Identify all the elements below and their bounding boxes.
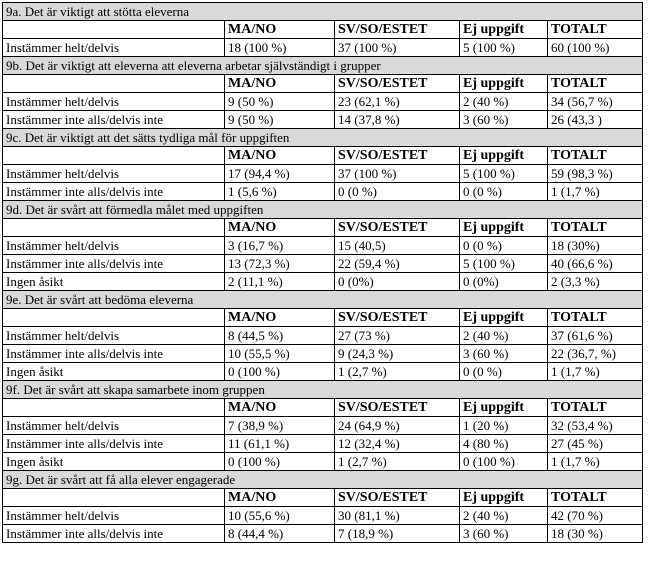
value-cell: 2 (40 %) [460, 507, 548, 525]
row-label: Instämmer helt/delvis [3, 165, 225, 183]
value-cell: 0 (0%) [335, 273, 460, 291]
value-cell: 22 (59,4 %) [335, 255, 460, 273]
value-cell: 12 (32,4 %) [335, 435, 460, 453]
column-header: TOTALT [548, 309, 643, 327]
table-row [3, 345, 643, 363]
value-cell: 5 (100 %) [460, 255, 548, 273]
column-header: MA/NO [225, 219, 335, 237]
table-row [3, 273, 643, 291]
value-cell: 4 (80 %) [460, 435, 548, 453]
question-title-row [3, 129, 643, 147]
value-cell: 40 (66,6 %) [548, 255, 643, 273]
column-header: MA/NO [225, 75, 335, 93]
column-header: MA/NO [225, 21, 335, 39]
question-title-row [3, 381, 643, 399]
value-cell: 27 (73 %) [335, 327, 460, 345]
row-label: Instämmer helt/delvis [3, 507, 225, 525]
column-header: Ej uppgift [460, 219, 548, 237]
value-cell: 8 (44,5 %) [225, 327, 335, 345]
column-header: SV/SO/ESTET [335, 75, 460, 93]
column-header: Ej uppgift [460, 489, 548, 507]
column-header: Ej uppgift [460, 75, 548, 93]
value-cell: 30 (81,1 %) [335, 507, 460, 525]
value-cell: 3 (16,7 %) [225, 237, 335, 255]
value-cell: 59 (98,3 %) [548, 165, 643, 183]
question-title: 9g. Det är svårt att få alla elever engagerade [3, 471, 643, 489]
value-cell: 18 (30 %) [548, 525, 643, 543]
table-row [3, 453, 643, 471]
column-header: MA/NO [225, 309, 335, 327]
value-cell: 3 (60 %) [460, 111, 548, 129]
column-header-row [3, 309, 643, 327]
value-cell: 14 (37,8 %) [335, 111, 460, 129]
column-header: MA/NO [225, 489, 335, 507]
value-cell: 0 (100 %) [225, 453, 335, 471]
value-cell: 2 (40 %) [460, 327, 548, 345]
value-cell: 26 (43,3 ) [548, 111, 643, 129]
table-row [3, 363, 643, 381]
row-label: Instämmer inte alls/delvis inte [3, 345, 225, 363]
value-cell: 9 (50 %) [225, 93, 335, 111]
value-cell: 18 (100 %) [225, 39, 335, 57]
value-cell: 23 (62,1 %) [335, 93, 460, 111]
value-cell: 18 (30%) [548, 237, 643, 255]
value-cell: 24 (64,9 %) [335, 417, 460, 435]
table-row [3, 237, 643, 255]
value-cell: 5 (100 %) [460, 39, 548, 57]
table-row [3, 525, 643, 543]
value-cell: 0 (100 %) [460, 453, 548, 471]
value-cell: 37 (100 %) [335, 39, 460, 57]
value-cell: 0 (0 %) [335, 183, 460, 201]
column-header: Ej uppgift [460, 309, 548, 327]
value-cell: 5 (100 %) [460, 165, 548, 183]
table-row [3, 507, 643, 525]
header-spacer [3, 21, 225, 39]
question-title-row [3, 3, 643, 21]
column-header: SV/SO/ESTET [335, 489, 460, 507]
column-header: SV/SO/ESTET [335, 147, 460, 165]
column-header: TOTALT [548, 489, 643, 507]
value-cell: 11 (61,1 %) [225, 435, 335, 453]
value-cell: 15 (40,5) [335, 237, 460, 255]
row-label: Instämmer inte alls/delvis inte [3, 111, 225, 129]
survey-table-body [3, 3, 643, 543]
value-cell: 1 (20 %) [460, 417, 548, 435]
table-row [3, 39, 643, 57]
value-cell: 3 (60 %) [460, 345, 548, 363]
value-cell: 10 (55,6 %) [225, 507, 335, 525]
column-header: SV/SO/ESTET [335, 309, 460, 327]
table-row [3, 255, 643, 273]
value-cell: 7 (38,9 %) [225, 417, 335, 435]
table-row [3, 165, 643, 183]
table-row [3, 327, 643, 345]
column-header: Ej uppgift [460, 21, 548, 39]
column-header-row [3, 489, 643, 507]
value-cell: 3 (60 %) [460, 525, 548, 543]
value-cell: 13 (72,3 %) [225, 255, 335, 273]
value-cell: 0 (0 %) [460, 183, 548, 201]
header-spacer [3, 309, 225, 327]
column-header-row [3, 399, 643, 417]
row-label: Instämmer inte alls/delvis inte [3, 435, 225, 453]
column-header: Ej uppgift [460, 399, 548, 417]
row-label: Ingen åsikt [3, 273, 225, 291]
question-title: 9b. Det är viktigt att eleverna att eleverna arbetar självständigt i grupper [3, 57, 643, 75]
row-label: Instämmer inte alls/delvis inte [3, 525, 225, 543]
table-row [3, 183, 643, 201]
column-header: SV/SO/ESTET [335, 399, 460, 417]
value-cell: 8 (44,4 %) [225, 525, 335, 543]
value-cell: 2 (40 %) [460, 93, 548, 111]
row-label: Instämmer helt/delvis [3, 327, 225, 345]
column-header: SV/SO/ESTET [335, 21, 460, 39]
value-cell: 10 (55,5 %) [225, 345, 335, 363]
header-spacer [3, 399, 225, 417]
table-row [3, 93, 643, 111]
column-header: TOTALT [548, 219, 643, 237]
survey-table-wrapper [2, 2, 643, 543]
row-label: Ingen åsikt [3, 453, 225, 471]
value-cell: 1 (1,7 %) [548, 453, 643, 471]
row-label: Instämmer helt/delvis [3, 39, 225, 57]
row-label: Instämmer helt/delvis [3, 237, 225, 255]
question-title-row [3, 201, 643, 219]
value-cell: 34 (56,7 %) [548, 93, 643, 111]
column-header-row [3, 21, 643, 39]
value-cell: 2 (3,3 %) [548, 273, 643, 291]
header-spacer [3, 75, 225, 93]
question-title-row [3, 291, 643, 309]
column-header: MA/NO [225, 399, 335, 417]
row-label: Instämmer helt/delvis [3, 93, 225, 111]
value-cell: 1 (1,7 %) [548, 363, 643, 381]
value-cell: 7 (18,9 %) [335, 525, 460, 543]
column-header: TOTALT [548, 75, 643, 93]
row-label: Instämmer inte alls/delvis inte [3, 183, 225, 201]
value-cell: 42 (70 %) [548, 507, 643, 525]
row-label: Ingen åsikt [3, 363, 225, 381]
question-title: 9d. Det är svårt att förmedla målet med uppgiften [3, 201, 643, 219]
row-label: Instämmer inte alls/delvis inte [3, 255, 225, 273]
value-cell: 1 (5,6 %) [225, 183, 335, 201]
column-header-row [3, 147, 643, 165]
value-cell: 37 (61,6 %) [548, 327, 643, 345]
column-header-row [3, 219, 643, 237]
table-row [3, 435, 643, 453]
table-row [3, 111, 643, 129]
question-title-row [3, 471, 643, 489]
question-title: 9a. Det är viktigt att stötta eleverna [3, 3, 643, 21]
survey-table [2, 2, 643, 543]
question-title: 9f. Det är svårt att skapa samarbete inom gruppen [3, 381, 643, 399]
value-cell: 0 (100 %) [225, 363, 335, 381]
value-cell: 27 (45 %) [548, 435, 643, 453]
value-cell: 1 (2,7 %) [335, 453, 460, 471]
value-cell: 2 (11,1 %) [225, 273, 335, 291]
header-spacer [3, 147, 225, 165]
value-cell: 22 (36,7, %) [548, 345, 643, 363]
value-cell: 37 (100 %) [335, 165, 460, 183]
value-cell: 0 (0 %) [460, 237, 548, 255]
value-cell: 9 (24,3 %) [335, 345, 460, 363]
row-label: Instämmer helt/delvis [3, 417, 225, 435]
column-header: MA/NO [225, 147, 335, 165]
question-title-row [3, 57, 643, 75]
table-row [3, 417, 643, 435]
column-header: TOTALT [548, 21, 643, 39]
value-cell: 1 (2,7 %) [335, 363, 460, 381]
value-cell: 17 (94,4 %) [225, 165, 335, 183]
column-header: TOTALT [548, 399, 643, 417]
question-title: 9e. Det är svårt att bedöma eleverna [3, 291, 643, 309]
column-header-row [3, 75, 643, 93]
header-spacer [3, 489, 225, 507]
question-title: 9c. Det är viktigt att det sätts tydliga mål för uppgiften [3, 129, 643, 147]
value-cell: 0 (0 %) [460, 363, 548, 381]
column-header: TOTALT [548, 147, 643, 165]
column-header: Ej uppgift [460, 147, 548, 165]
value-cell: 60 (100 %) [548, 39, 643, 57]
column-header: SV/SO/ESTET [335, 219, 460, 237]
value-cell: 1 (1,7 %) [548, 183, 643, 201]
value-cell: 0 (0%) [460, 273, 548, 291]
value-cell: 32 (53,4 %) [548, 417, 643, 435]
value-cell: 9 (50 %) [225, 111, 335, 129]
header-spacer [3, 219, 225, 237]
